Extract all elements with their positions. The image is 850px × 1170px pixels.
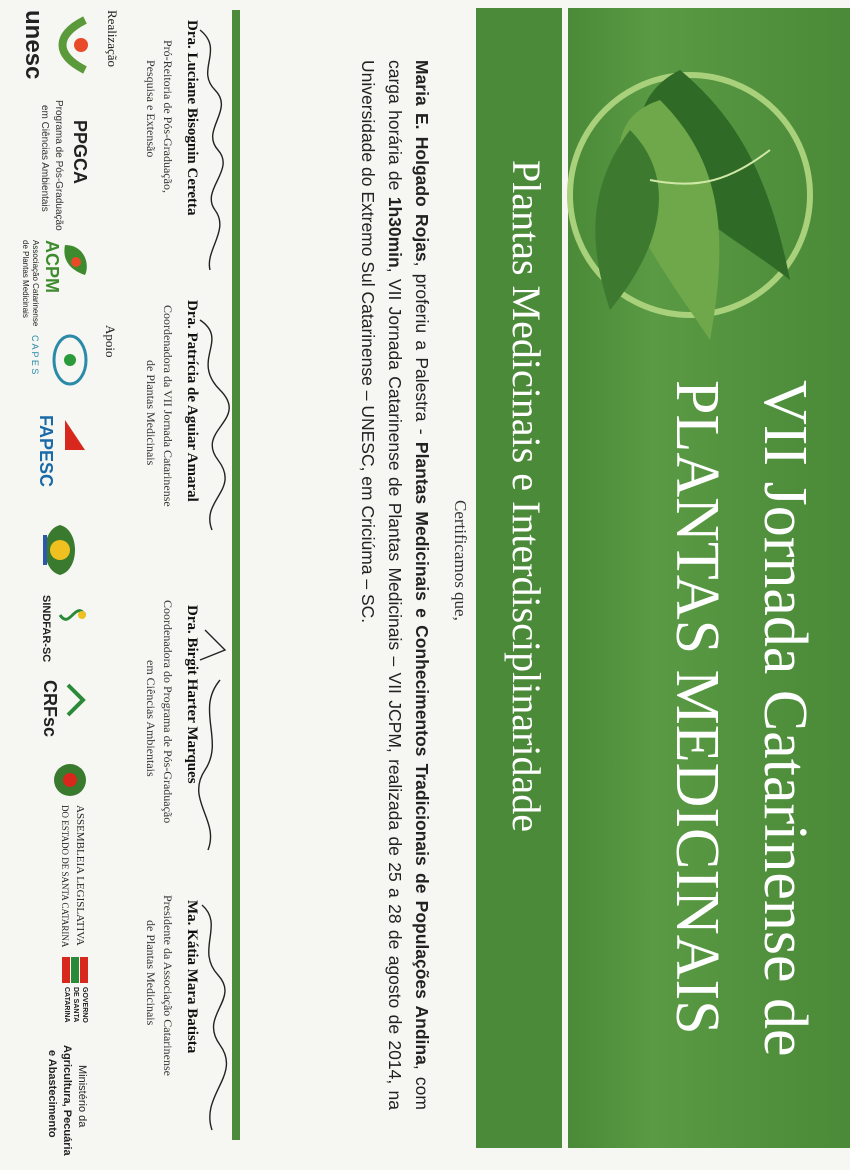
governo-text1: GOVERNO [81, 987, 88, 1023]
realizacao-label: Realização [105, 10, 120, 68]
city-crest-icon [30, 515, 90, 585]
apoio-label: Apoio [103, 325, 118, 358]
crfsc-text: CRFsc [40, 680, 60, 738]
body-paragraph: Maria E. Holgado Rojas, proferiu a Palestra - Plantas Medicinais e Conhecimentos Tradicionais de Populações Andina, com carga horária de 1h30min, VII Jornada Catarinense de Plantas Medicinais – VII JCPM, realizada de 25 a 28 de agosto de 2014, na Universidade do Extremo Sul Catarinense – UNESC, em Criciúma – SC. [358, 60, 432, 1110]
capes-logo [5, 330, 95, 405]
ppgca-sub2: em Ciências Ambientais [39, 105, 50, 212]
signer-role2-1: Pesquisa e Extensão [144, 60, 158, 158]
crfsc-logo [8, 680, 88, 750]
fapesc-emblem-icon [60, 415, 90, 455]
acpm-text: ACPM [42, 240, 62, 293]
sindfar-text: SINDFAR-SC [40, 595, 52, 663]
signature-rule [232, 10, 240, 1140]
acpm-logo [10, 240, 90, 330]
acpm-sub1: Associação Catarinense [31, 240, 40, 327]
sindfar-emblem-icon [55, 595, 90, 635]
fapesc-text: FAPESC [36, 415, 56, 488]
acpm-leaf-icon [60, 240, 90, 280]
alesc-text1: ASSEMBLEIA LEGISLATIVA [74, 805, 86, 946]
signer-role2-2: de Plantas Medicinais [144, 360, 158, 466]
signature-1 [120, 20, 230, 280]
ppgca-sub1: Programa de Pós-Graduação [53, 100, 64, 231]
signer-role2-4: de Plantas Medicinais [144, 920, 158, 1026]
alesc-logo [10, 760, 90, 948]
signer-name-3: Dra. Birgit Harter Marques [184, 605, 200, 784]
governo-logo [10, 955, 90, 1035]
ministerio-text2: Agricultura, Pecuária [61, 1045, 73, 1156]
ministerio-text1: Ministério da [76, 1065, 88, 1128]
intro-text: Certificamos que, [451, 500, 470, 621]
title-line2: PLANTAS MEDICINAIS [663, 380, 731, 1035]
prefeitura-emblem [20, 515, 90, 585]
unesc-logo [5, 10, 95, 90]
leaf-logo [565, 30, 830, 360]
crfsc-emblem-icon [63, 680, 88, 720]
governo-text2: DE SANTA [72, 987, 79, 1023]
signer-name-2: Dra. Patrícia de Aguiar Amaral [184, 300, 200, 502]
governo-text3: CATARINA [63, 987, 70, 1023]
signer-role2-3: em Ciências Ambientais [144, 660, 158, 777]
hours: 1h30min [385, 196, 405, 268]
title-line1: VII Jornada Catarinense de [751, 380, 819, 1057]
alesc-crest-icon [50, 760, 90, 800]
unesc-emblem-icon [45, 10, 95, 90]
signer-role1-1: Pró-Reitoria de Pós-Graduação, [161, 40, 175, 193]
recipient-name: Maria E. Holgado Rojas [412, 60, 432, 262]
signer-role1-4: Presidente da Associação Catarinense [161, 895, 175, 1076]
signer-role1-3: Coordenadora do Programa de Pós-Graduação [161, 600, 175, 824]
capes-emblem-icon [45, 330, 95, 390]
signer-name-1: Dra. Luciane Bisognin Ceretta [184, 20, 200, 216]
fapesc-logo [10, 415, 90, 500]
ppgca-logo [10, 100, 90, 240]
talk-title: Plantas Medicinais e Conhecimentos Tradicionais de Populações Andina [412, 441, 432, 1065]
ministerio-text3: e Abastecimento [46, 1050, 58, 1138]
signature-3 [120, 600, 230, 890]
sindfar-logo [10, 595, 90, 675]
acpm-sub2: de Plantas Medicinais [21, 240, 30, 318]
ppgca-text: PPGCA [70, 120, 90, 185]
signer-role1-2: Coordenadora da VII Jornada Catarinense [161, 305, 175, 507]
subtitle: Plantas Medicinais e Interdisciplinaridade [504, 160, 549, 833]
capes-text: C A P E S [30, 335, 40, 375]
ministerio-logo [8, 1045, 88, 1165]
alesc-text2: DO ESTADO DE SANTA CATARINA [60, 805, 70, 948]
signer-name-4: Ma. Kátia Mara Batista [184, 900, 200, 1054]
governo-flag-icon [60, 955, 90, 985]
unesc-text: unesc [20, 10, 47, 80]
signature-2 [120, 300, 230, 580]
signature-4 [120, 895, 230, 1145]
